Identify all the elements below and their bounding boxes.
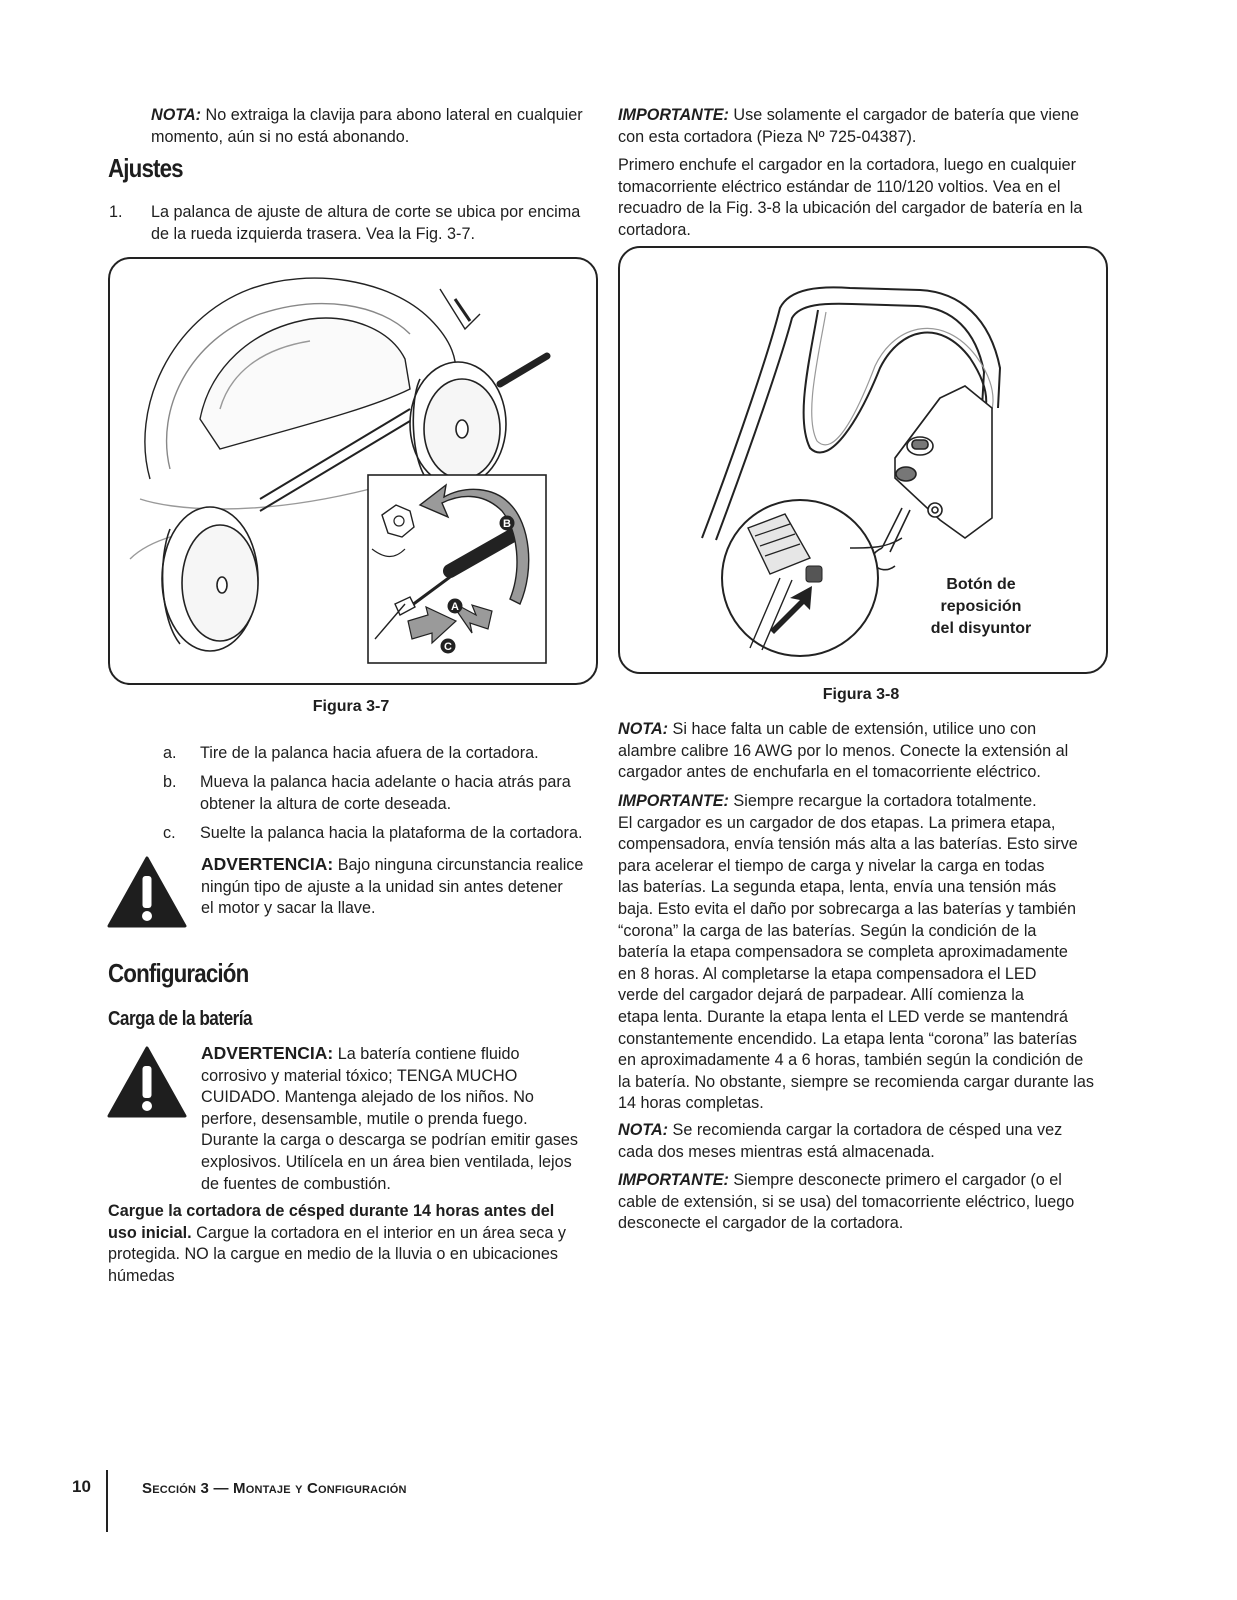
charge-bold-text-end: uso inicial.: [108, 1223, 192, 1242]
charge-text-line4: húmedas: [108, 1266, 175, 1285]
substep-letter: b.: [163, 773, 177, 791]
warning-bateria: [201, 1043, 601, 1195]
warning-text-line3: el motor y sacar la llave.: [201, 899, 376, 918]
warning-text-line2: corrosivo y material tóxico; TENGA MUCHO: [201, 1066, 518, 1085]
label-a: A: [451, 601, 459, 613]
nota-cable-extension: [618, 719, 1113, 784]
figure-3-8-caption: Figura 3-8: [822, 686, 900, 703]
figure-3-7-caption: Figura 3-7: [312, 698, 390, 715]
importante-line: compensadora, envía tensión más alta a las baterías. Esto sirve: [618, 835, 1078, 854]
label-b: B: [503, 518, 511, 530]
importante-line: la batería. No obstante, siempre se recomienda cargar durante las: [618, 1072, 1094, 1091]
nota-text-line2: momento, aún si no está abonando.: [151, 127, 410, 146]
nota-label: NOTA:: [618, 720, 669, 738]
figure-3-8-box: [618, 246, 1108, 674]
heading-carga-bateria: Carga de la batería: [108, 1008, 253, 1030]
heading-configuracion: Configuración: [108, 958, 249, 988]
paragraph-line4: cortadora.: [618, 220, 691, 239]
charger-plug-paragraph: [618, 155, 1113, 241]
warning-ajuste: [201, 854, 601, 920]
importante-text: Use solamente el cargador de batería que viene: [728, 106, 1079, 124]
footer-divider: [106, 1470, 108, 1532]
importante-label: IMPORTANTE:: [618, 106, 729, 124]
importante-line: las baterías. La segunda etapa, lenta, envía una tensión más: [618, 878, 1057, 897]
charge-text-line3: protegida. NO la cargue en medio de la lluvia o en ubicaciones: [108, 1245, 558, 1264]
page-number: 10: [72, 1477, 91, 1496]
inset-detail: [368, 475, 546, 663]
importante-text: Siempre recargue la cortadora totalmente.: [728, 792, 1037, 810]
step-number: 1.: [109, 203, 123, 221]
substep-text: Suelte la palanca hacia la plataforma de la cortadora.: [200, 824, 583, 842]
paragraph-line2: tomacorriente eléctrico estándar de 110/120 voltios. Vea en el: [618, 177, 1061, 196]
nota-text: No extraiga la clavija para abono lateral en cualquier: [201, 106, 583, 124]
magnified-inset: [722, 500, 902, 656]
importante-text-line3: desconecte el cargador de la cortadora.: [618, 1214, 904, 1233]
paragraph-line3: recuadro de la Fig. 3-8 la ubicación del cargador de batería en la: [618, 199, 1083, 218]
warning-text-line5: Durante la carga o descarga se podrían emitir gases: [201, 1131, 579, 1150]
footer-section-title: Sección 3 — Montaje y Configuración: [142, 1480, 407, 1497]
importante-line: constantemente encendido. La etapa lenta “corona” las baterías: [618, 1029, 1077, 1048]
importante-recarga: [618, 791, 1113, 1115]
substep-letter: a.: [163, 744, 177, 762]
callout-line3: del disyuntor: [930, 620, 1032, 637]
callout-line1: Botón de: [946, 576, 1016, 593]
step-text-line2: de la rueda izquierda trasera. Vea la Fig. 3-7.: [151, 224, 475, 243]
importante-label: IMPORTANTE:: [618, 1171, 729, 1189]
nota-text-line2: cada dos meses mientras está almacenada.: [618, 1142, 935, 1161]
charge-text: Cargue la cortadora en el interior en un área seca y: [191, 1223, 566, 1242]
warning-label: ADVERTENCIA:: [201, 1043, 334, 1063]
nota-almacenamiento: [618, 1120, 1113, 1163]
importante-line: “corona” la carga de las baterías. Según la condición de la: [618, 921, 1037, 940]
warning-text-line6: explosivos. Utilícela en un área bien ventilada, lejos: [201, 1152, 572, 1171]
importante-text: Siempre desconecte primero el cargador (o el: [728, 1171, 1062, 1189]
warning-text: Bajo ninguna circunstancia realice: [333, 856, 584, 874]
warning-text-line3: CUIDADO. Mantenga alejado de los niños. No: [201, 1088, 534, 1107]
substep-text: Mueva la palanca hacia adelante o hacia atrás para: [200, 773, 571, 791]
paragraph-line1: Primero enchufe el cargador en la cortadora, luego en cualquier: [618, 156, 1077, 174]
nota-text-line2: alambre calibre 16 AWG por lo menos. Conecte la extensión al: [618, 741, 1069, 760]
importante-line: batería la etapa compensadora se completa aproximadamente: [618, 943, 1068, 962]
importante-line: El cargador es un cargador de dos etapas. La primera etapa,: [618, 813, 1056, 832]
warning-text-line7: de fuentes de combustión.: [201, 1174, 391, 1193]
charge-bold-text: Cargue la cortadora de césped durante 14 horas antes del: [108, 1202, 555, 1220]
nota-text: Si hace falta un cable de extensión, utilice uno con: [668, 720, 1037, 738]
label-c: C: [444, 641, 452, 653]
charge-instructions: [108, 1201, 603, 1287]
step-text: La palanca de ajuste de altura de corte se ubica por encima: [151, 203, 581, 221]
importante-cargador: [618, 105, 1113, 148]
warning-triangle-icon: [106, 855, 188, 929]
rear-wheel: [410, 362, 506, 486]
importante-line: para acelerar el tiempo de carga y nivelar la carga en todas: [618, 856, 1045, 875]
nota-label: NOTA:: [151, 106, 202, 124]
warning-label: ADVERTENCIA:: [201, 854, 334, 874]
warning-text-line2: ningún tipo de ajuste a la unidad sin antes detener: [201, 877, 563, 896]
nota-text: Se recomienda cargar la cortadora de césped una vez: [668, 1121, 1063, 1139]
importante-line: en 8 horas. Al completarse la etapa compensadora el LED: [618, 964, 1037, 983]
importante-line: verde del cargador dejará de parpadear. Allí comienza la: [618, 986, 1024, 1005]
warning-text: La batería contiene fluido: [333, 1045, 520, 1063]
importante-text-line2: con esta cortadora (Pieza Nº 725-04387).: [618, 127, 917, 146]
nota-text-line3: cargador antes de enchufarla en el tomacorriente eléctrico.: [618, 763, 1041, 782]
callout-line2: reposición: [940, 598, 1022, 615]
importante-line: baja. Esto evita el daño por sobrecarga a las baterías y también: [618, 899, 1077, 918]
importante-line: en aproximadamente 4 a 6 horas, también según la condición de: [618, 1051, 1084, 1070]
lawnmower-height-lever-illustration: [110, 259, 596, 683]
warning-text-line4: perfore, desensamble, mutile o prenda fuego.: [201, 1109, 528, 1128]
importante-text-line2: cable de extensión, si se usa) del tomacorriente eléctrico, luego: [618, 1192, 1075, 1211]
charger-unit: [872, 386, 992, 570]
importante-line: 14 horas completas.: [618, 1094, 764, 1113]
nota-lateral-clavija: [151, 105, 601, 148]
importante-desconexion: [618, 1170, 1113, 1235]
figure-3-7-box: [108, 257, 598, 685]
substep-text-line2: obtener la altura de corte deseada.: [200, 794, 452, 813]
heading-ajustes: Ajustes: [108, 153, 183, 183]
front-wheel: [162, 507, 258, 651]
substep-letter: c.: [163, 824, 176, 842]
importante-label: IMPORTANTE:: [618, 792, 729, 810]
substep-text: Tire de la palanca hacia afuera de la cortadora.: [200, 744, 539, 762]
warning-triangle-icon: [106, 1045, 188, 1119]
nota-label: NOTA:: [618, 1121, 669, 1139]
importante-line: etapa lenta. Durante la etapa lenta el LED verde se mantendrá: [618, 1007, 1068, 1026]
reset-button-callout: [906, 574, 1056, 640]
